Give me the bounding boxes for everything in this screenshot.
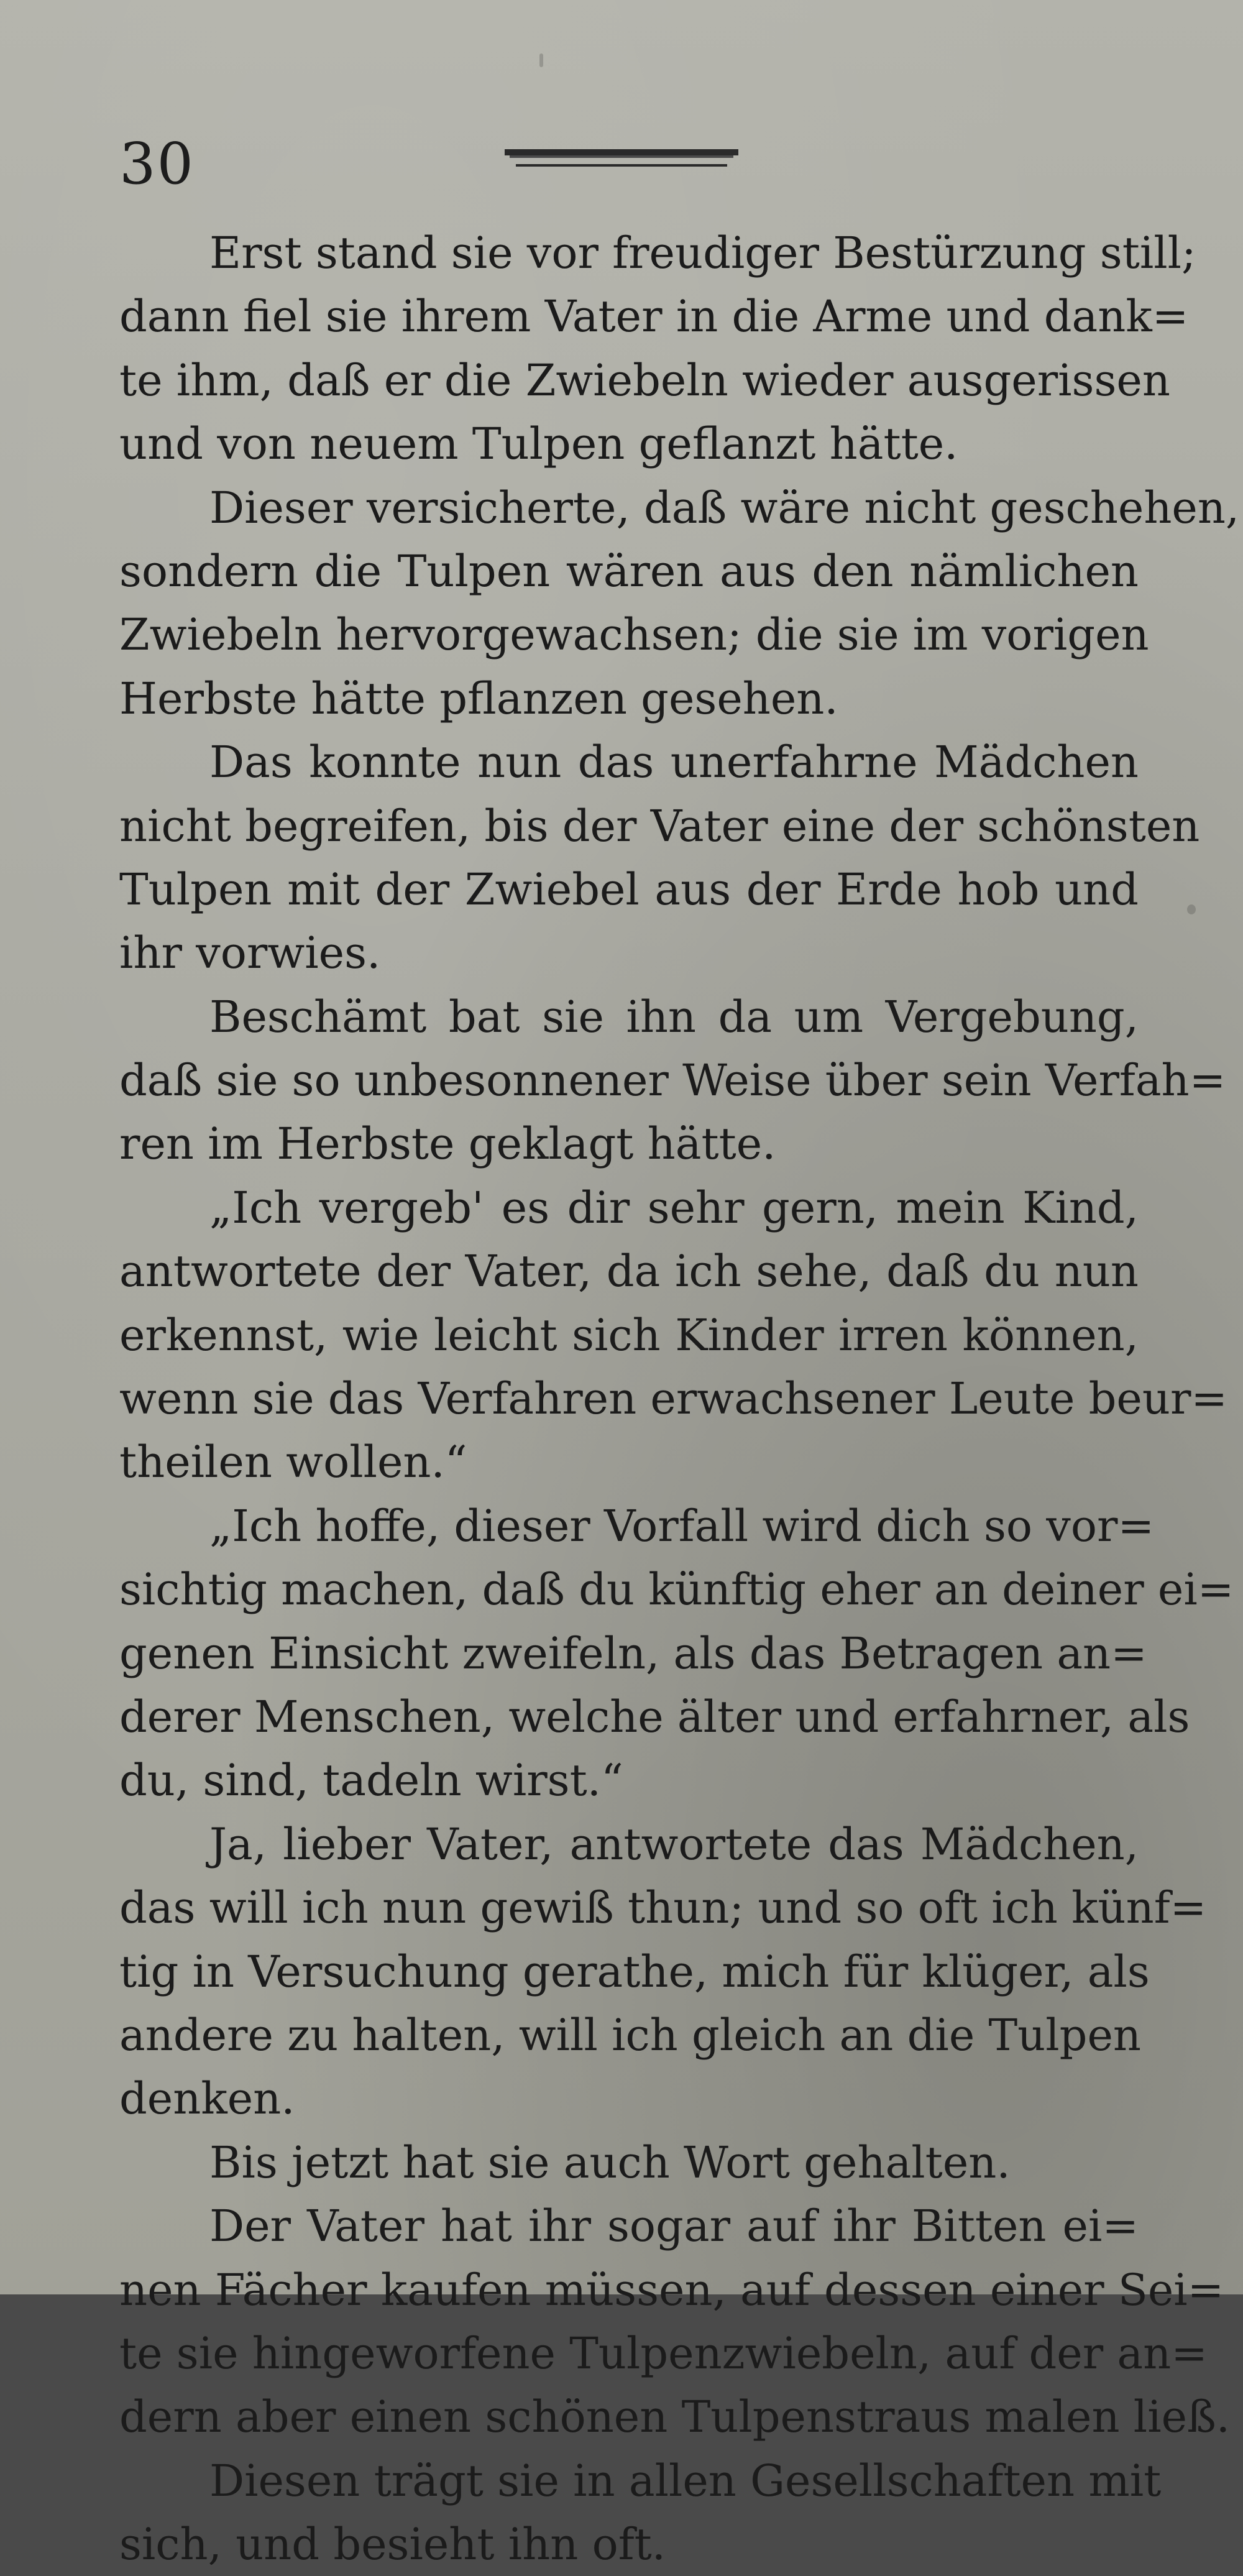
text-line: genen Einsicht zweifeln, als das Betragen an= (119, 1627, 1147, 1679)
text-line: Ja, lieber Vater, antwortete das Mädchen, (209, 1818, 1139, 1870)
text-line: sichtig machen, daß du künftig eher an deiner ei= (119, 1564, 1234, 1616)
text-line: ren im Herbste geklagt hätte. (119, 1118, 776, 1170)
text-line: erkennst, wie leicht sich Kinder irren können, (119, 1309, 1139, 1361)
text-line: und von neuem Tulpen geflanzt hätte. (119, 418, 958, 470)
paper-blemish (1187, 904, 1196, 914)
text-line: Der Vater hat ihr sogar auf ihr Bitten ei= (209, 2201, 1139, 2252)
text-line: Erst stand sie vor freudiger Bestürzung still; (209, 228, 1196, 278)
text-line: nen Fächer kaufen müssen, auf dessen einer Sei= (119, 2264, 1224, 2316)
text-line: wenn sie das Verfahren erwachsener Leute beur= (119, 1373, 1228, 1425)
paper-blemish (539, 53, 543, 67)
text-line: andere zu halten, will ich gleich an die Tulpen (119, 2009, 1141, 2061)
text-line: Beschämt bat sie ihn da um Vergebung, (209, 991, 1139, 1042)
text-line: Das konnte nun das unerfahrne Mädchen (209, 737, 1139, 788)
text-line: dern aber einen schönen Tulpenstraus malen ließ. (119, 2391, 1231, 2443)
text-line: theilen wollen.“ (119, 1437, 467, 1488)
text-line: das will ich nun gewiß thun; und so oft ich künf= (119, 1882, 1207, 1934)
text-line: antwortete der Vater, da ich sehe, daß du nun (119, 1246, 1139, 1297)
text-line: te ihm, daß er die Zwiebeln wieder ausgerissen (119, 354, 1170, 406)
page-number: 30 (119, 131, 195, 197)
text-line: denken. (119, 2073, 295, 2125)
text-line: te sie hingeworfene Tulpenzwiebeln, auf der an= (119, 2327, 1208, 2379)
text-line: du, sind, tadeln wirst.“ (119, 1755, 623, 1806)
text-line: „Ich hoffe, dieser Vorfall wird dich so vor= (209, 1500, 1155, 1552)
text-line: tig in Versuchung gerathe, mich für klüger, als (119, 1946, 1150, 1997)
text-line: Bis jetzt hat sie auch Wort gehalten. (209, 2137, 1011, 2188)
body-text (119, 221, 1240, 2576)
text-line: „Ich vergeb' es dir sehr gern, mein Kind, (209, 1182, 1139, 1233)
text-line: ihr vorwies. (119, 927, 381, 979)
header-ornament (503, 148, 740, 170)
text-line: sich, und besieht ihn oft. (119, 2519, 666, 2570)
text-line: Zwiebeln hervorgewachsen; die sie im vorigen (119, 609, 1149, 661)
text-line: dann fiel sie ihrem Vater in die Arme und dank= (119, 291, 1189, 343)
text-line: Dieser versicherte, daß wäre nicht geschehen, (209, 482, 1240, 533)
text-line: daß sie so unbesonnener Weise über sein Verfah= (119, 1055, 1226, 1106)
text-line: Diesen trägt sie in allen Gesellschaften mit (209, 2455, 1162, 2506)
text-line: sondern die Tulpen wären aus den nämlichen (119, 545, 1139, 597)
text-line: nicht begreifen, bis der Vater eine der schönsten (119, 800, 1200, 852)
text-line: Herbste hätte pflanzen gesehen. (119, 673, 838, 724)
text-line: Tulpen mit der Zwiebel aus der Erde hob und (119, 863, 1139, 915)
text-line: derer Menschen, welche älter und erfahrner, als (119, 1691, 1190, 1742)
